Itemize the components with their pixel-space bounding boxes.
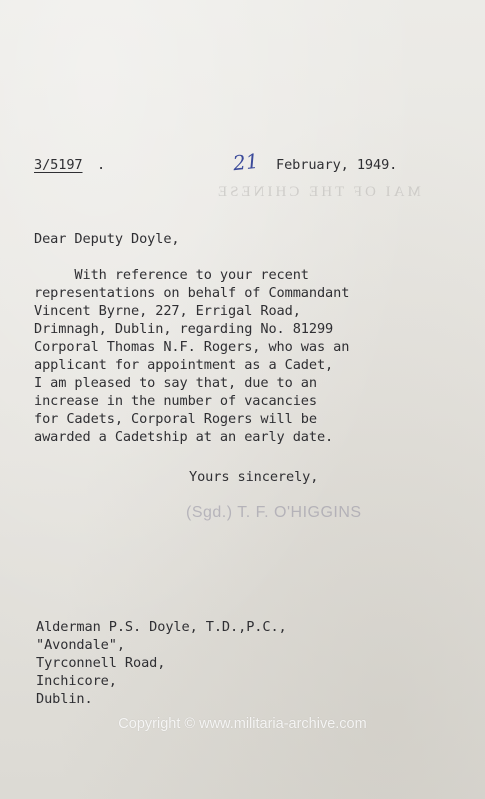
- address-line: "Avondale",: [36, 637, 125, 653]
- body-line: increase in the number of vacancies: [34, 393, 317, 409]
- letter-date: February, 1949.: [276, 157, 398, 173]
- copyright-watermark: Copyright © www.militaria-archive.com: [118, 716, 367, 732]
- reference-period: .: [97, 157, 106, 173]
- body-line: Vincent Byrne, 227, Errigal Road,: [34, 303, 301, 319]
- letter-reference: [34, 157, 83, 173]
- date-day-handwritten: 21: [231, 148, 260, 176]
- body-line: Drimnagh, Dublin, regarding No. 81299: [34, 321, 334, 337]
- body-line: applicant for appointment as a Cadet,: [34, 357, 334, 373]
- bleed-through-text: MAI OF THE CHINESE: [215, 184, 421, 200]
- body-line: With reference to your recent: [34, 267, 309, 283]
- address-line: Alderman P.S. Doyle, T.D.,P.C.,: [36, 619, 287, 635]
- salutation: Dear Deputy Doyle,: [34, 231, 180, 247]
- reference-number: 3/5197: [34, 157, 83, 173]
- body-line: for Cadets, Corporal Rogers will be: [34, 411, 317, 427]
- body-line: awarded a Cadetship at an early date.: [34, 429, 334, 445]
- body-line: representations on behalf of Commandant: [34, 285, 350, 301]
- closing: Yours sincerely,: [189, 469, 319, 485]
- body-line: Corporal Thomas N.F. Rogers, who was an: [34, 339, 350, 355]
- address-line: Tyrconnell Road,: [36, 655, 166, 671]
- signature-stamp: (Sgd.) T. F. O'HIGGINS: [186, 504, 362, 521]
- address-line: Dublin.: [36, 691, 93, 707]
- address-line: Inchicore,: [36, 673, 117, 689]
- body-line: I am pleased to say that, due to an: [34, 375, 317, 391]
